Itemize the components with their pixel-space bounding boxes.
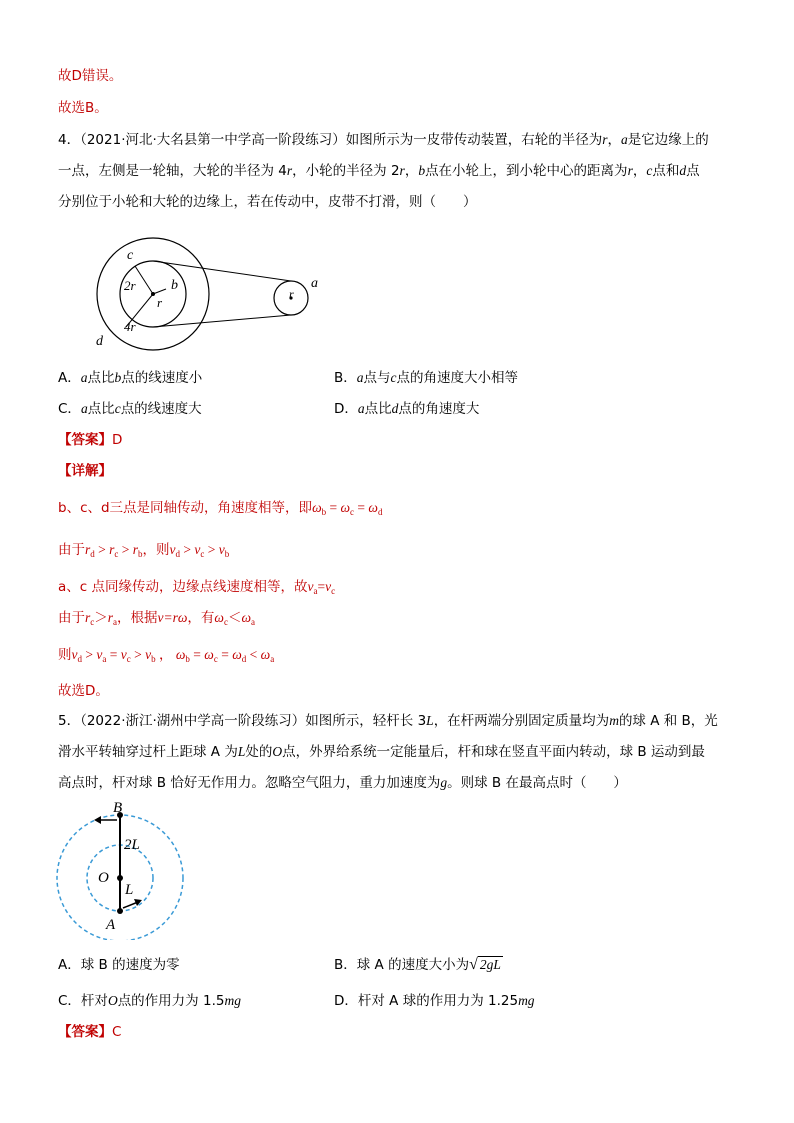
prev-line-1: 故D错误。 [58,68,123,84]
label-B: B [113,800,123,816]
label-r-right: r [289,287,294,301]
q5-stem-line-3: 高点时，杆对球 B 恰好无作用力。忽略空气阻力，重力加速度为g。则球 B 在最高点时（ ） [58,775,627,791]
label-c: c [127,248,134,263]
q5-rod-figure [50,800,200,940]
q4-stem-line-2: 一点，左侧是一轮轴，大轮的半径为 4r，小轮的半径为 2r，b点在小轮上，到小轮中心的距离为r，c点和d点 [58,163,700,179]
q4-option-c: C．a点比c点的线速度大 [58,401,202,417]
q4-option-a: A．a点比b点的线速度小 [58,370,203,386]
label-d: d [96,334,103,349]
label-b: b [171,278,178,293]
q4-stem-line-1: 4．（2021·河北·大名县第一中学高一阶段练习）如图所示为一皮带传动装置，右轮的半径为r，a是它边缘上的 [58,132,709,148]
q5-answer: 【答案】C [58,1024,122,1040]
q4-solution-line-3: a、c 点同缘传动，边缘点线速度相等，故$v_a=v_c$ [58,579,336,596]
label-O: O [98,870,109,886]
prev-line-2: 故选B。 [58,100,108,116]
q5-stem-line-1: 5．（2022·浙江·湖州中学高一阶段练习）如图所示，轻杆长 3L，在杆两端分别固定质量均为m的球 A 和 B，光 [58,713,718,729]
q5-option-b: B．球 A 的速度大小为√ 2gL [334,956,501,973]
label-a: a [311,276,318,291]
label-r-small: r [157,295,163,310]
q4-final: 故选D。 [58,683,109,699]
q4-belt-drive-figure [86,214,366,354]
label-2L: 2L [124,837,140,853]
q5-option-d: D．杆对 A 球的作用力为 1.25mg [334,993,535,1009]
q4-option-b: B．a点与c点的角速度大小相等 [334,370,519,386]
q5-option-a: A．球 B 的速度为零 [58,957,180,973]
q4-solution-line-1: b、c、d三点是同轴传动，角速度相等，即$\omega_b = \omega_c = \omega_d$ [58,500,383,517]
label-2r: 2r [124,278,136,293]
q4-solution-line-4: 由于$r_c>r_a$，根据v=rω，有$\omega_c<\omega_a$ [58,610,256,627]
label-L: L [125,882,134,898]
q4-detail-label: 【详解】 [58,463,112,479]
q5-stem-line-2: 滑水平转轴穿过杆上距球 A 为L处的O点，外界给系统一定能量后，杆和球在竖直平面内转动，球 B 运动到最 [58,744,705,760]
q4-stem-line-3: 分别位于小轮和大轮的边缘上，若在传动中，皮带不打滑，则（ ） [58,194,477,210]
label-A: A [106,917,116,933]
q4-solution-line-5: 则$v_d > v_a = v_c > v_b$ ， $\omega_b = \omega_c = \omega_d < \omega_a$ [58,647,275,664]
q4-answer: 【答案】D [58,432,123,448]
q5-option-c: C．杆对O点的作用力为 1.5mg [58,993,241,1009]
label-4r: 4r [124,319,136,334]
q4-option-d: D．a点比d点的角速度大 [334,401,480,417]
q4-solution-line-2: 由于$r_d > r_c > r_b$，则$v_d > v_c > v_b$ [58,542,230,559]
